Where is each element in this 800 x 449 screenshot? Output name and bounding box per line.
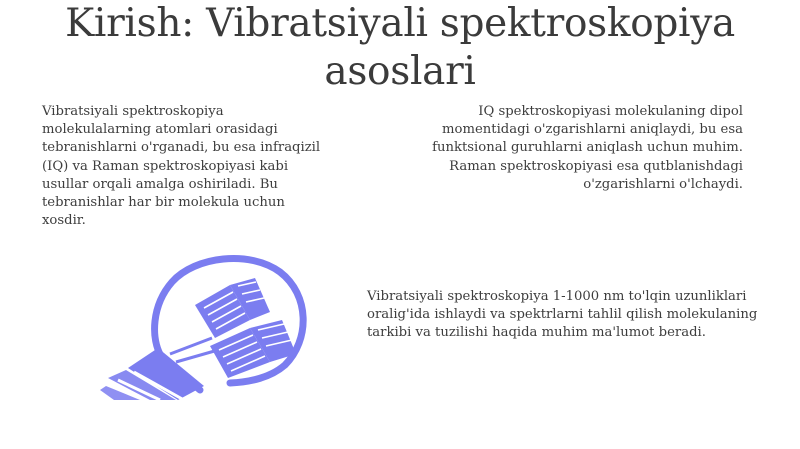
paragraph-bottom: Vibratsiyali spektroskopiya 1-1000 nm to'lqin uzunliklari oralig'ida ishlaydi va spektrlarni tahlil qilish molekulaning tarkibi va tuzilishi haqida muhim ma'lumot beradi. xyxy=(367,289,758,341)
slide-title: Kirish: Vibratsiyali spektroskopiya asoslari xyxy=(65,1,735,94)
lightbulb-book-icon xyxy=(100,250,315,400)
paragraph-left: Vibratsiyali spektroskopiya molekulalarning atomlari orasidagi tebranishlarni o'rganadi, bu esa infraqizil (IQ) va Raman spektroskopiyasi kabi usullar orqali amalga oshiriladi. Bu tebranishlar har bir molekula uchun xosdir. xyxy=(42,104,321,229)
paragraph-right: IQ spektroskopiyasi molekulaning dipol momentidagi o'zgarishlarni aniqlaydi, bu esa funktsional guruhlarni aniqlash uchun muhim. Raman spektroskopiyasi esa qutblanishdagi o'zgarishlarni o'lchaydi. xyxy=(432,104,743,192)
